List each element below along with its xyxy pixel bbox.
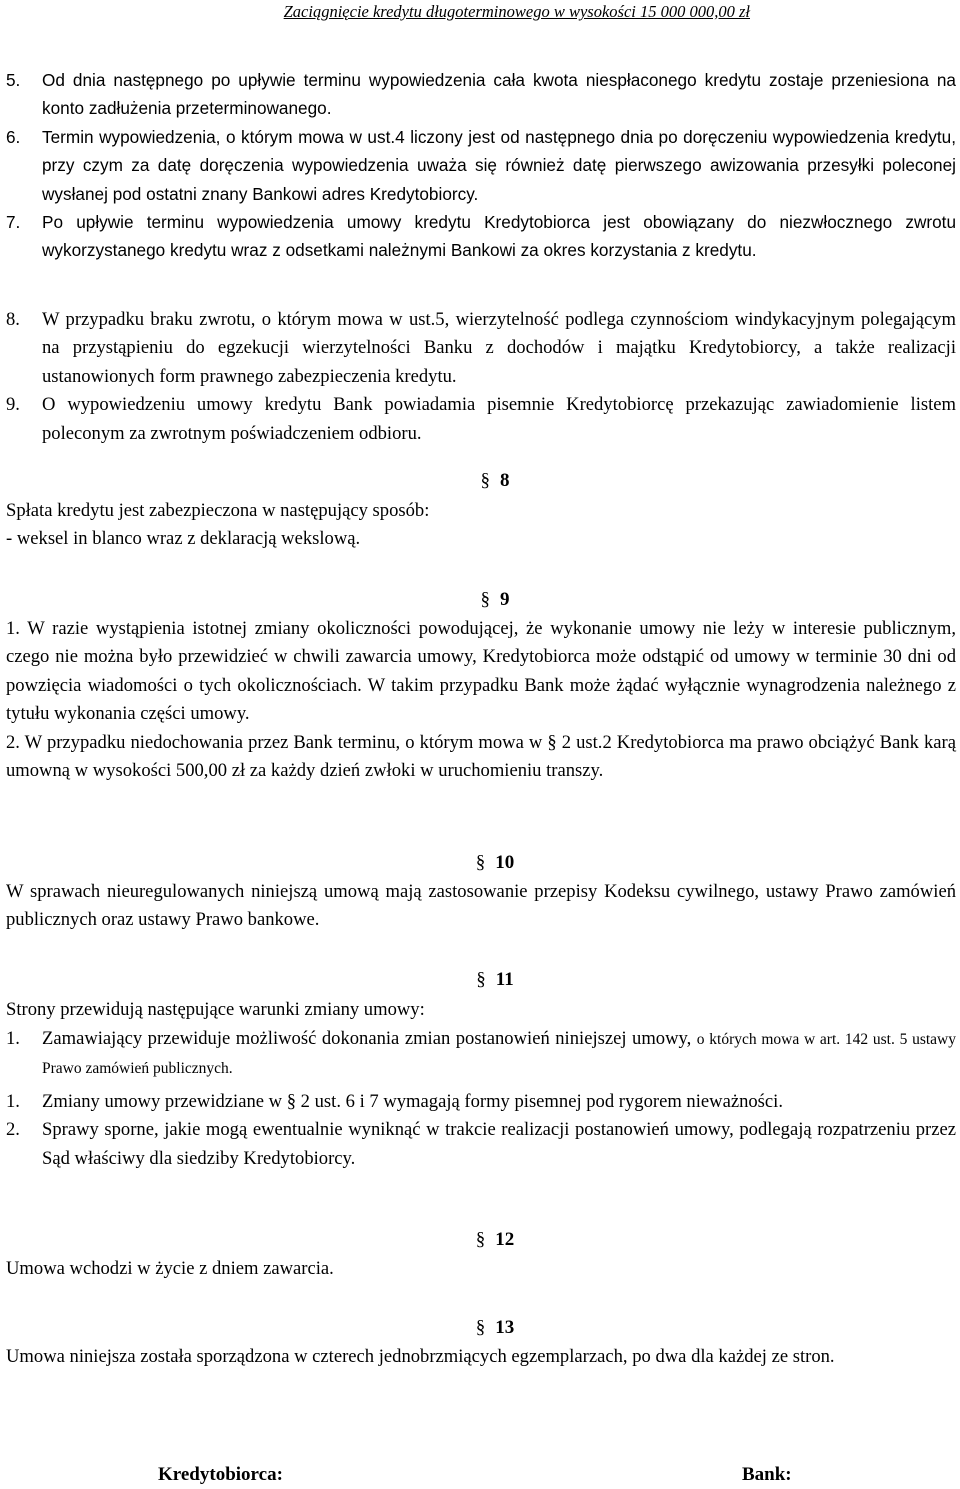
section-9-heading: § 9 <box>480 589 510 610</box>
section-9-body: 1. W razie wystąpienia istotnej zmiany okoliczności powodującej, że wykonanie umowy nie leży w interesie publicznym, czego nie można było przewidzieć w chwili zawarcia umowy, Kredytobiorca może odstąpić od umowy w terminie 30 dni od powzięcia wiadomości o tych okolicznościach. W takim przypadku Bank może żądać wyłącznie wynagrodzenia należnego z tytułu wykonania części umowy. 2. W przypadku niedochowania przez Bank terminu, o którym mowa w § 2 ust.2 Kredytobiorca ma prawo obciążyć Bank karą umowną w wysokości 500,00 zł za każdy dzień zwłoki w uruchomieniu transzy. <box>6 618 956 782</box>
section-8-heading: § 8 <box>480 470 510 491</box>
withdrawal-terms-list <box>6 66 956 265</box>
borrower-signature-label: Kredytobiorca: <box>158 1464 283 1485</box>
section-11-intro: Strony przewidują następujące warunki zmiany umowy: <box>6 999 425 1020</box>
section-10-heading: § 10 <box>475 852 515 873</box>
bank-signature-label: Bank: <box>742 1464 792 1485</box>
section-13-heading: § 13 <box>475 1317 515 1338</box>
list-item: 7. Po upływie terminu wypowiedzenia umowy kredytu Kredytobiorca jest obowiązany do niezwłocznego zwrotu wykorzystanego kredytu wraz z odsetkami należnymi Bankowi za okres korzystania z kredytu. <box>6 212 956 261</box>
list-item: 2. Sprawy sporne, jakie mogą ewentualnie wyniknąć w trakcie realizacji postanowień umowy, podlegają rozpatrzeniu przez Sąd właściwy dla siedziby Kredytobiorcy. <box>6 1119 956 1169</box>
section-13-body: Umowa niniejsza została sporządzona w czterech jednobrzmiących egzemplarzach, po dwa dla każdej ze stron. <box>6 1346 835 1367</box>
list-item: 6. Termin wypowiedzenia, o którym mowa w ust.4 liczony jest od następnego dnia po doręczeniu wypowiedzenia kredytu, przy czym za datę doręczenia wypowiedzenia uważa się również datę pierwszego awizowania przesyłki poleconej wysłanej pod ostatni znany Bankowi adres Kredytobiorcy. <box>6 126 956 204</box>
list-item: 1. Zamawiający przewiduje możliwość dokonania zmian postanowień niniejszej umowy, o których mowa w art. 142 ust. 5 ustawy Prawo zamówień publicznych. <box>6 1028 956 1078</box>
list-item: 5. Od dnia następnego po upływie terminu wypowiedzenia cała kwota niespłaconego kredytu zostaje przeniesiona na konto zadłużenia przeterminowanego. <box>6 70 956 119</box>
withdrawal-terms-list-cont <box>6 306 956 448</box>
list-item: 8. W przypadku braku zwrotu, o którym mowa w ust.5, wierzytelność podlega czynnościom windykacyjnym polegającym na przystąpieniu do egzekucji wierzytelności Banku z dochodów i majątku Kredytobiorcy, a także realizacji ustanowionych form prawnego zabezpieczenia kredytu. <box>6 309 956 387</box>
section-10-body: W sprawach nieuregulowanych niniejszą umową mają zastosowanie przepisy Kodeksu cywilnego, ustawy Prawo zamówień publicznych oraz ustawy Prawo bankowe. <box>6 881 956 931</box>
section-8-body: Spłata kredytu jest zabezpieczona w następujący sposób: - weksel in blanco wraz z deklaracją wekslową. <box>6 500 430 550</box>
section-11-list <box>6 1025 956 1173</box>
list-item: 9. O wypowiedzeniu umowy kredytu Bank powiadamia pisemnie Kredytobiorcę przekazując zawiadomienie listem poleconym za zwrotnym poświadczeniem odbioru. <box>6 394 956 444</box>
page-header: Zaciągnięcie kredytu długoterminowego w wysokości 15 000 000,00 zł <box>283 2 750 21</box>
section-12-body: Umowa wchodzi w życie z dniem zawarcia. <box>6 1258 334 1279</box>
section-11-heading: § 11 <box>476 969 514 990</box>
list-item: 1. Zmiany umowy przewidziane w § 2 ust. 6 i 7 wymagają formy pisemnej pod rygorem nieważności. <box>6 1090 783 1112</box>
section-12-heading: § 12 <box>475 1229 515 1250</box>
